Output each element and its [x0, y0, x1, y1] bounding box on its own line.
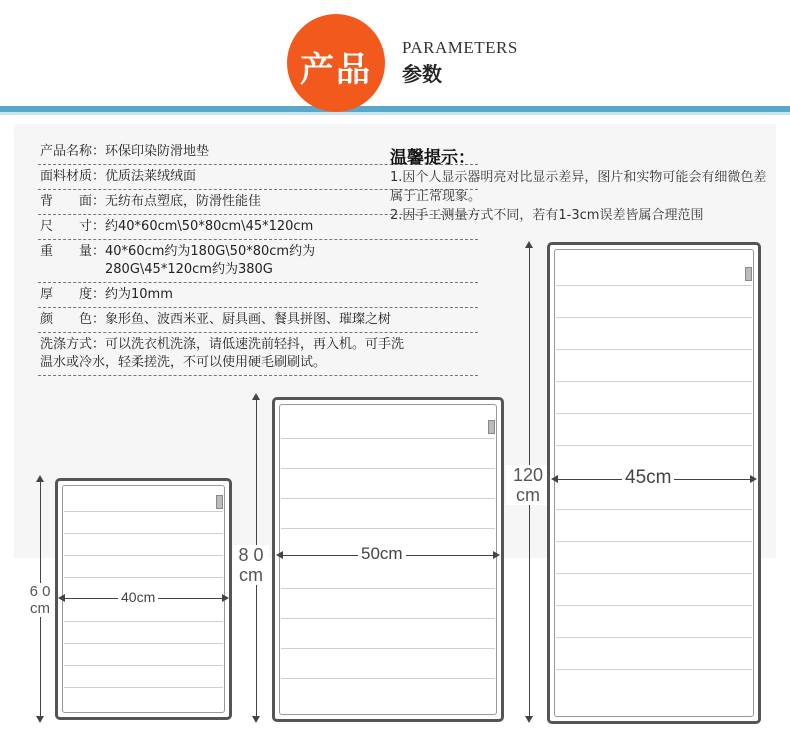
height-value: 8 0 — [238, 545, 264, 565]
mat-stripe — [281, 648, 495, 649]
spec-value: 可以洗衣机洗涤，请低速洗前轻抖，再入机。可手洗 — [105, 337, 405, 352]
arrow-down-icon — [252, 716, 260, 723]
mat-stripe — [556, 637, 752, 638]
badge-text: 产品 — [300, 50, 372, 90]
mat-stripe — [556, 605, 752, 606]
arrow-down-icon — [36, 716, 44, 723]
height-label-large — [506, 465, 550, 505]
mat-stripe — [64, 621, 223, 622]
spec-value: 约40*60cm\50*80cm\45*120cm — [105, 219, 314, 234]
height-unit: cm — [30, 600, 50, 617]
width-label-small: 40cm — [118, 589, 158, 605]
spec-value: 环保印染防滑地垫 — [105, 144, 210, 159]
spec-value: 优质法莱绒绒面 — [105, 169, 197, 184]
spec-label: 厚 度： — [40, 287, 106, 302]
spec-value-line2: 280G\45*120cm约为380G — [105, 262, 273, 277]
mat-stripe — [556, 445, 752, 446]
spec-value: 无纺布点塑底，防滑性能佳 — [105, 194, 262, 209]
mat-stripe — [556, 285, 752, 286]
spec-label: 尺 寸： — [40, 219, 106, 234]
height-value: 120 — [512, 465, 544, 485]
mat-stripe — [281, 588, 495, 589]
mat-stripe — [556, 381, 752, 382]
arrow-left-icon — [551, 475, 558, 483]
spec-label: 洗涤方式： — [40, 337, 106, 352]
arrow-left-icon — [276, 551, 283, 559]
spec-wash-line1 — [40, 336, 478, 354]
spec-wash-line2: 温水或冷水，轻柔搓洗，不可以使用硬毛刷刷试。 — [40, 355, 327, 370]
mat-stripe — [64, 555, 223, 556]
spec-label: 背 面： — [40, 194, 106, 209]
arrow-down-icon — [525, 716, 533, 723]
spec-row-color — [38, 308, 478, 333]
spec-row-thickness — [38, 283, 478, 308]
mat-stripe — [281, 438, 495, 439]
tip-item-2: 2.因手工测量方式不同，若有1-3cm误差皆属合理范围 — [390, 208, 704, 223]
mat-tag — [488, 420, 495, 434]
spec-label: 颜 色： — [40, 312, 106, 327]
mat-stripe — [281, 678, 495, 679]
arrow-right-icon — [493, 551, 500, 559]
mat-stripe — [556, 509, 752, 510]
spec-row-weight — [38, 240, 478, 283]
height-value: 6 0 — [29, 583, 51, 600]
arrow-right-icon — [222, 594, 229, 602]
spec-row-washing — [38, 333, 478, 376]
mat-stripe — [281, 468, 495, 469]
mat-stripe — [64, 687, 223, 688]
height-unit: cm — [516, 485, 540, 505]
mat-stripe — [281, 528, 495, 529]
spec-label: 面料材质： — [40, 169, 106, 184]
mat-stripe — [64, 577, 223, 578]
mat-stripe — [281, 498, 495, 499]
mat-stripe — [556, 573, 752, 574]
product-badge — [287, 14, 385, 112]
arrow-up-icon — [525, 241, 533, 248]
arrow-up-icon — [36, 475, 44, 482]
tip-item-1: 1.因个人显示器明亮对比显示差异，图片和实物可能会有细微色差属于正常现象。 — [390, 170, 767, 204]
tips-title: 温馨提示： — [390, 148, 475, 168]
mat-stripe — [556, 349, 752, 350]
height-unit: cm — [239, 565, 263, 585]
spec-value: 象形鱼、波西米亚、厨具画、餐具拼图、璀璨之树 — [105, 312, 392, 327]
height-label-medium — [233, 545, 269, 585]
title-english: PARAMETERS — [402, 38, 518, 57]
spec-value — [105, 243, 478, 279]
mat-tag — [745, 267, 752, 281]
width-label-medium: 50cm — [358, 544, 406, 564]
arrow-up-icon — [252, 393, 260, 400]
mat-tag — [216, 495, 223, 509]
mat-stripe — [64, 665, 223, 666]
header-band — [0, 0, 790, 112]
mat-stripe — [281, 618, 495, 619]
width-label-large: 45cm — [622, 467, 674, 489]
spec-label: 产品名称： — [40, 144, 106, 159]
mat-stripe — [556, 669, 752, 670]
mat-stripe — [556, 541, 752, 542]
mat-stripe — [556, 317, 752, 318]
mat-stripe — [64, 643, 223, 644]
arrow-right-icon — [750, 475, 757, 483]
spec-label: 重 量： — [40, 244, 106, 259]
mat-stripe — [64, 511, 223, 512]
height-label-small — [25, 583, 55, 617]
spec-value: 约为10mm — [105, 287, 173, 302]
spec-value-line1: 40*60cm约为180G\50*80cm约为 — [105, 244, 316, 259]
header-divider-light — [0, 112, 790, 115]
mat-stripe — [64, 533, 223, 534]
arrow-left-icon — [58, 594, 65, 602]
mat-stripe — [556, 413, 752, 414]
title-chinese: 参数 — [402, 62, 442, 86]
